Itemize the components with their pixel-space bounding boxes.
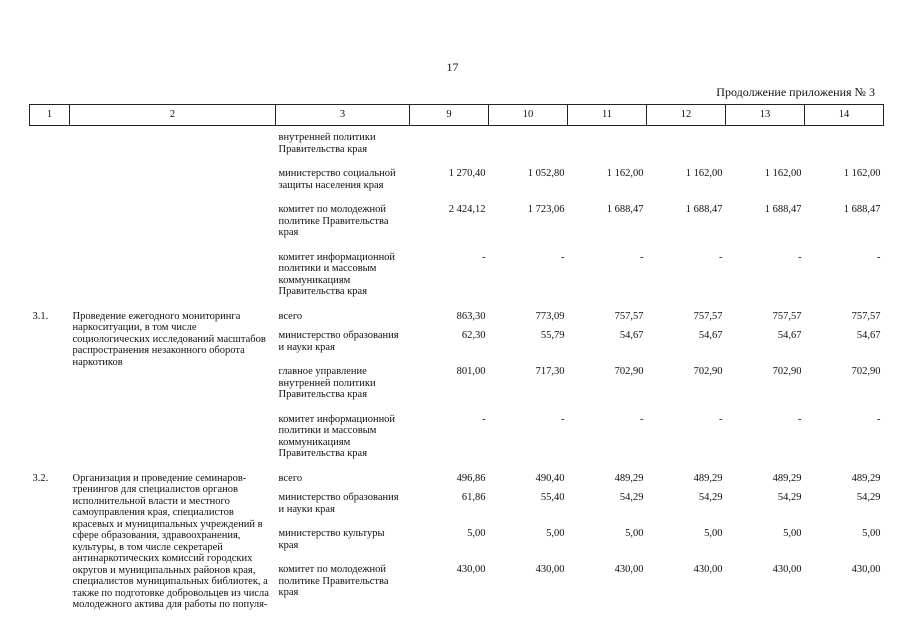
value-col-10: 717,30 bbox=[535, 366, 565, 377]
value-col-11: - bbox=[640, 251, 644, 263]
row-number: 3.1. bbox=[32, 310, 49, 322]
value-col-11 bbox=[568, 126, 647, 169]
value-col-11: 54,29 bbox=[619, 492, 644, 503]
row-number: 3.2. bbox=[32, 472, 49, 484]
row-executor: всего bbox=[278, 472, 303, 484]
row-number bbox=[30, 204, 70, 252]
value-col-9: 61,86 bbox=[461, 492, 486, 503]
value-col-12: 757,57 bbox=[693, 310, 723, 322]
value-col-13: 757,57 bbox=[772, 310, 802, 322]
value-col-9: 5,00 bbox=[467, 528, 486, 539]
header-col-11: 11 bbox=[568, 105, 647, 126]
value-col-11: 54,67 bbox=[619, 330, 644, 341]
value-col-9: 496,86 bbox=[456, 472, 486, 484]
value-col-13: 430,00 bbox=[772, 564, 802, 575]
value-col-11: 1 688,47 bbox=[606, 204, 644, 215]
value-col-14: 702,90 bbox=[851, 366, 881, 377]
value-col-12: 489,29 bbox=[693, 472, 723, 484]
value-col-13 bbox=[726, 126, 805, 169]
row-number bbox=[30, 168, 70, 204]
row-executor: комитет по молодежной политике Правительства края bbox=[278, 564, 389, 598]
value-col-14 bbox=[805, 126, 884, 169]
value-col-13: 54,67 bbox=[777, 330, 802, 341]
value-col-14: 757,57 bbox=[851, 310, 881, 322]
value-col-10: 55,79 bbox=[540, 330, 565, 341]
value-col-10: 5,00 bbox=[546, 528, 565, 539]
value-col-14: 54,67 bbox=[856, 330, 881, 341]
value-col-10: 55,40 bbox=[540, 492, 565, 503]
row-description: Проведение ежегодного мониторинга наркоситуации, в том числе социологических исследований масштабов распространения незаконного оборота наркотиков bbox=[72, 310, 266, 368]
row-executor: комитет по молодежной политике Правительства края bbox=[278, 204, 389, 238]
row-number bbox=[30, 252, 70, 311]
value-col-11: 430,00 bbox=[614, 564, 644, 575]
value-col-11: 757,57 bbox=[614, 310, 644, 322]
row-description bbox=[70, 168, 276, 204]
header-col-13: 13 bbox=[726, 105, 805, 126]
value-col-14: 54,29 bbox=[856, 492, 881, 503]
value-col-9 bbox=[410, 126, 489, 169]
value-col-12: 1 162,00 bbox=[685, 168, 723, 179]
value-col-13: 1 162,00 bbox=[764, 168, 802, 179]
value-col-14: 5,00 bbox=[862, 528, 881, 539]
value-col-14: 430,00 bbox=[851, 564, 881, 575]
page-number: 17 bbox=[446, 60, 459, 74]
value-col-13: 489,29 bbox=[772, 472, 802, 484]
value-col-13: 1 688,47 bbox=[764, 204, 802, 215]
row-executor: министерство культуры края bbox=[278, 528, 385, 551]
value-col-10: - bbox=[561, 251, 565, 263]
value-col-12: - bbox=[719, 251, 723, 263]
row-description: Организация и проведение семинаров-тренингов для специалистов органов исполнительной власти и местного самоуправления края, специалистов красевых и муниципальных учреждений в сфере образования, здравоохранения, культуры, в том числе секретарей антинаркотических комиссий городских округов и муниципальных районов края, специалистов муниципальных библиотек, а также по подготовке добровольцев из числа молодежного актива для работы по популя- bbox=[72, 472, 269, 610]
row-executor: всего bbox=[278, 310, 303, 322]
value-col-10: 430,00 bbox=[535, 564, 565, 575]
row-executor: комитет информационной политики и массовым коммуникациям Правительства края bbox=[278, 251, 396, 297]
value-col-12: 1 688,47 bbox=[685, 204, 723, 215]
value-col-11: 489,29 bbox=[614, 472, 644, 484]
value-col-11: 1 162,00 bbox=[606, 168, 644, 179]
row-executor: внутренней политики Правительства края bbox=[278, 132, 376, 155]
value-col-9: 62,30 bbox=[461, 330, 486, 341]
table-row bbox=[30, 168, 884, 204]
header-col-14: 14 bbox=[805, 105, 884, 126]
value-col-9: 801,00 bbox=[456, 366, 486, 377]
header-col-3: 3 bbox=[276, 105, 410, 126]
row-executor: главное управление внутренней политики Правительства края bbox=[278, 366, 376, 400]
value-col-10: 773,09 bbox=[535, 310, 565, 322]
table-row bbox=[30, 473, 884, 493]
value-col-11: 702,90 bbox=[614, 366, 644, 377]
value-col-13: 5,00 bbox=[783, 528, 802, 539]
value-col-12 bbox=[647, 126, 726, 169]
value-col-9: 1 270,40 bbox=[448, 168, 486, 179]
value-col-12: 54,67 bbox=[698, 330, 723, 341]
header-col-1: 1 bbox=[30, 105, 70, 126]
header-col-12: 12 bbox=[647, 105, 726, 126]
value-col-9: - bbox=[482, 251, 486, 263]
value-col-14: 1 688,47 bbox=[843, 204, 881, 215]
table-row bbox=[30, 311, 884, 331]
budget-table bbox=[29, 104, 884, 612]
value-col-14: - bbox=[877, 251, 881, 263]
value-col-10: 1 723,06 bbox=[527, 204, 565, 215]
table-header bbox=[30, 105, 884, 126]
value-col-12: 430,00 bbox=[693, 564, 723, 575]
value-col-13: 54,29 bbox=[777, 492, 802, 503]
value-col-14: - bbox=[877, 413, 881, 425]
value-col-12: - bbox=[719, 413, 723, 425]
value-col-13: - bbox=[798, 413, 802, 425]
row-description bbox=[70, 204, 276, 252]
row-executor: министерство образования и науки края bbox=[278, 492, 399, 515]
table-row bbox=[30, 126, 884, 169]
row-description bbox=[70, 252, 276, 311]
value-col-13: 702,90 bbox=[772, 366, 802, 377]
row-description bbox=[70, 126, 276, 169]
table-row bbox=[30, 252, 884, 311]
row-executor: министерство образования и науки края bbox=[278, 330, 399, 353]
value-col-9: 430,00 bbox=[456, 564, 486, 575]
value-col-14: 489,29 bbox=[851, 472, 881, 484]
row-executor: комитет информационной политики и массовым коммуникациям Правительства края bbox=[278, 413, 396, 459]
value-col-10 bbox=[489, 126, 568, 169]
header-row bbox=[30, 105, 884, 126]
value-col-9: - bbox=[482, 413, 486, 425]
value-col-10: 490,40 bbox=[535, 472, 565, 484]
value-col-13: - bbox=[798, 251, 802, 263]
header-col-2: 2 bbox=[70, 105, 276, 126]
value-col-11: - bbox=[640, 413, 644, 425]
row-executor: министерство социальной защиты населения края bbox=[278, 168, 396, 191]
row-number bbox=[30, 126, 70, 169]
value-col-14: 1 162,00 bbox=[843, 168, 881, 179]
value-col-12: 54,29 bbox=[698, 492, 723, 503]
appendix-continuation-note: Продолжение приложения № 3 bbox=[716, 85, 875, 99]
table-body bbox=[30, 126, 884, 612]
value-col-11: 5,00 bbox=[625, 528, 644, 539]
value-col-10: 1 052,80 bbox=[527, 168, 565, 179]
value-col-9: 863,30 bbox=[456, 310, 486, 322]
value-col-12: 5,00 bbox=[704, 528, 723, 539]
value-col-12: 702,90 bbox=[693, 366, 723, 377]
value-col-9: 2 424,12 bbox=[448, 204, 486, 215]
header-col-10: 10 bbox=[489, 105, 568, 126]
value-col-10: - bbox=[561, 413, 565, 425]
header-col-9: 9 bbox=[410, 105, 489, 126]
table-row bbox=[30, 204, 884, 252]
